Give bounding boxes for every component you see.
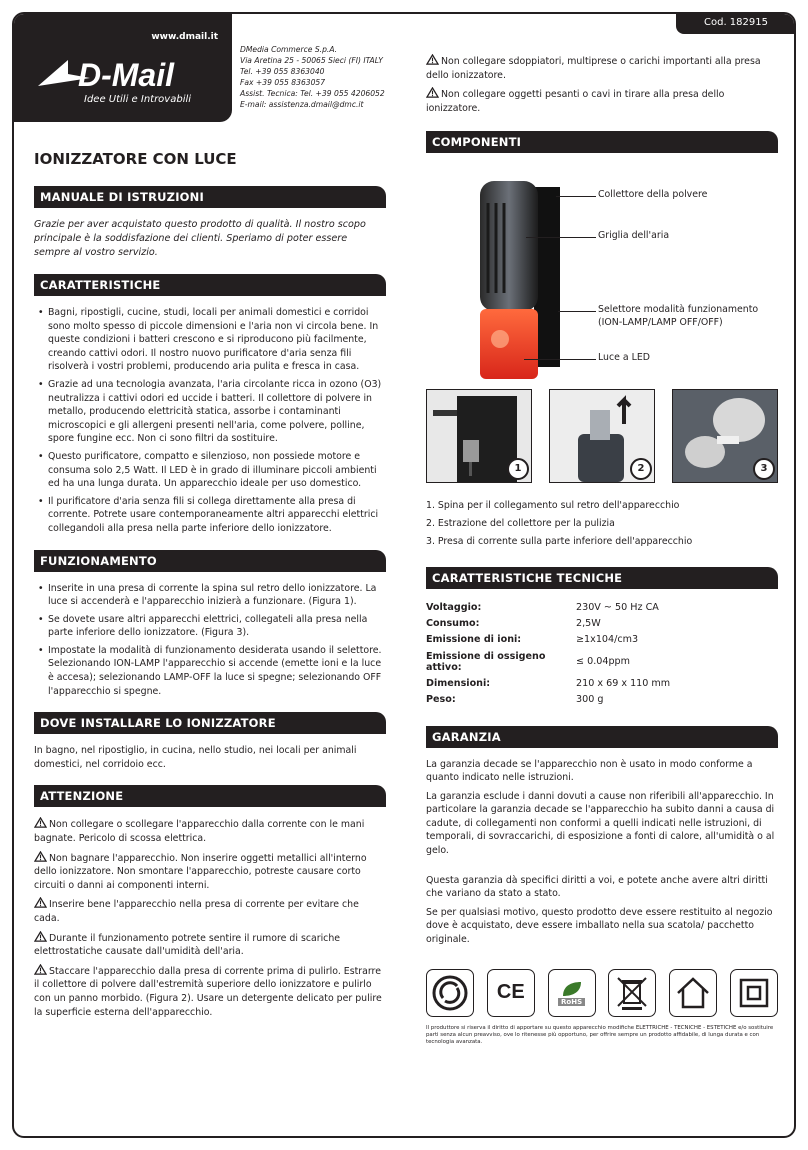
left-column	[34, 150, 386, 1024]
company-line: Tel. +39 055 8363040	[240, 67, 325, 76]
company-line: DMedia Commerce S.p.A.	[240, 45, 338, 54]
figure-number: 3	[753, 458, 775, 480]
list-item: • Grazie ad una tecnologia avanzata, l'aria circolante ricca in ozono (O3) neutralizza i cattivi odori ed uccide i batteri. Il collettore di polvere in metallo, producendo elettricità statica, assorbe i contaminanti microscopici e gli allergeni presenti nell'aria, come polvere, polline, spore fungine ecc. Non ci sono filtri da sostituire.	[48, 378, 386, 446]
caratteristiche-list	[34, 306, 386, 536]
section-heading-attenzione: ATTENZIONE	[34, 785, 386, 807]
spec-key: Emissione di ioni:	[426, 634, 522, 646]
right-column	[426, 54, 778, 1047]
garanzia-paragraph: La garanzia decade se l'apparecchio non è usato in modo conforme a quanto indicato nelle istruzioni.	[426, 758, 753, 784]
certification-icons	[426, 969, 778, 1017]
callout-griglia: Griglia dell'aria	[598, 230, 670, 242]
callout-luce: Luce a LED	[598, 352, 650, 364]
brand-tagline: Idee Utili e Introvabili	[84, 94, 192, 105]
page-frame	[12, 12, 796, 1138]
company-info	[240, 44, 385, 110]
fine-print: Il produttore si riserva il diritto di apportare su questo apparecchio modifiche ELETTRICHE - TECNICHE - ESTETICHE e/o sostituire parti senza alcun preavviso, ove lo ritenesse più opportuno, per offrire sempre un prodotto affidabile, di lunga durata e con tecnologia avanzata.	[426, 1024, 774, 1046]
ce-mark-icon	[487, 969, 535, 1017]
warning-item	[34, 964, 386, 1019]
warning-text: Non bagnare l'apparecchio. Non inserire oggetti metallici all'interno dello ionizzatore. Non smontare l'apparecchio, potreste causare corto circuiti o danni ai componenti interni.	[34, 852, 367, 891]
ce-text: CE	[496, 981, 525, 1004]
spec-value: 210 x 69 x 110 mm	[576, 677, 671, 689]
section-heading-specs: CARATTERISTICHE TECNICHE	[426, 567, 778, 589]
warning-item	[34, 817, 386, 845]
callout-line	[556, 196, 596, 197]
figure-number: 1	[507, 458, 529, 480]
table-row	[426, 675, 778, 691]
weee-bin-icon	[608, 969, 656, 1017]
callout-line	[526, 237, 596, 238]
figure-captions	[426, 497, 778, 551]
warning-text: Durante il funzionamento potrete sentire il rumore di scariche elettrostatiche causate dall'umidità dell'aria.	[34, 932, 341, 958]
warning-text: Non collegare sdoppiatori, multiprese o carichi importanti alla presa dello ionizzatore.	[426, 56, 761, 81]
spec-key: Consumo:	[426, 618, 480, 630]
table-row	[426, 648, 778, 675]
company-line: Via Aretina 25 - 50065 Sieci (FI) ITALY	[240, 56, 383, 65]
section-heading-funzionamento: FUNZIONAMENTO	[34, 550, 386, 572]
warning-icon	[34, 851, 47, 862]
callout-selettore: Selettore modalità funzionamento (ION-LAMP/LAMP OFF/OFF)	[598, 304, 759, 329]
intro-text: Grazie per aver acquistato questo prodotto di qualità. Il nostro scopo principale è la soddisfazione dei clienti. Speriamo di poter essere sempre al vostro servizio.	[34, 219, 366, 258]
figure-caption: 3. Presa di corrente sulla parte inferiore dell'apparecchio	[426, 536, 693, 548]
spec-key: Dimensioni:	[426, 677, 491, 689]
garanzia-paragraph: Se per qualsiasi motivo, questo prodotto deve essere restituito al negozio dove è acquistato, deve essere imballato nella sua scatola/ pacchetto originale.	[426, 906, 773, 946]
garanzia-paragraph: Questa garanzia dà specifici diritti a voi, e potete anche avere altri diritti che variano da stato a stato.	[426, 874, 768, 900]
warning-icon	[34, 897, 47, 908]
list-item: • Il purificatore d'aria senza fili si collega direttamente alla presa di corrente. Potrete usare contemporaneamente altri apparecchi elettrici collegandoli alla presa nella parte inferiore dello ionizzatore.	[48, 495, 386, 536]
brand-name: D-Mail	[78, 57, 174, 93]
ionizer-device-image	[478, 173, 564, 383]
list-item: • Bagni, ripostigli, cucine, studi, locali per animali domestici e corridoi sono molto spesso di piccole dimensioni e l'aria non vi circola bene. In queste condizioni i batteri crescono e si riproducono più facilmente, creando cattivi odori. Il nostro nuovo purificatore d'aria senza fili risolverà i vostri problemi, producendo aria pulita e fresca in casa.	[48, 306, 386, 374]
table-row	[426, 616, 778, 632]
list-item: • Inserite in una presa di corrente la spina sul retro dello ionizzatore. La luce si accenderà e l'apparecchio inizierà a funzionare. (Figura 1).	[48, 582, 386, 609]
installare-text: In bagno, nel ripostiglio, in cucina, nello studio, nei locali per animali domestici, nel corridoio ecc.	[34, 745, 357, 770]
warning-item	[426, 54, 778, 82]
warning-icon	[34, 964, 47, 975]
figure-2-photo	[549, 389, 655, 483]
callout-line	[558, 311, 596, 312]
spec-value: 230V ~ 50 Hz CA	[576, 601, 659, 613]
rohs-text: RoHS	[558, 998, 585, 1006]
figure-caption: 2. Estrazione del collettore per la pulizia	[426, 518, 615, 530]
company-line: Fax +39 055 8363057	[240, 78, 326, 87]
company-line: Assist. Tecnica: Tel. +39 055 4206052	[240, 89, 385, 98]
figure-caption: 1. Spina per il collegamento sul retro dell'apparecchio	[426, 500, 680, 512]
indoor-use-icon	[669, 969, 717, 1017]
page-title: IONIZZATORE CON LUCE	[34, 150, 237, 168]
warning-icon	[426, 87, 439, 98]
product-code: Cod. 182915	[676, 12, 796, 34]
recycle-icon	[426, 969, 474, 1017]
figure-photos	[426, 389, 778, 483]
section-heading-componenti: COMPONENTI	[426, 131, 778, 153]
spec-key: Voltaggio:	[426, 601, 482, 613]
dmail-logo	[34, 48, 212, 98]
website-url[interactable]: www.dmail.it	[151, 32, 218, 42]
warning-icon	[34, 817, 47, 828]
list-item: • Impostate la modalità di funzionamento desiderata usando il selettore. Selezionando ION-LAMP l'apparecchio si accende (emette ioni e la luce è accesa); selezionando LAMP-OFF la luce si spegne; selezionando OFF l'apparecchio si spegne.	[48, 644, 386, 698]
callout-line	[524, 359, 596, 360]
spec-value: ≥1x104/cm3	[576, 634, 639, 646]
funzionamento-list	[34, 582, 386, 699]
warning-text: Non collegare oggetti pesanti o cavi in tirare alla presa dello ionizzatore.	[426, 89, 725, 114]
spec-value: 300 g	[576, 693, 604, 705]
warning-text: Staccare l'apparecchio dalla presa di corrente prima di pulirlo. Estrarre il collettore di polvere dall'estremità superiore dello ionizzatore e pulirlo con un panno morbido. (Figura 2). Usare un detergente delicato per pulire la superficie esterna dell'apparecchio.	[34, 965, 382, 1018]
components-diagram	[426, 163, 778, 383]
table-row	[426, 691, 778, 707]
warning-item	[426, 87, 778, 115]
figure-3-photo	[672, 389, 778, 483]
table-row	[426, 599, 778, 615]
section-heading-manuale: MANUALE DI ISTRUZIONI	[34, 186, 386, 208]
callout-collettore: Collettore della polvere	[598, 189, 708, 201]
spec-key: Emissione di ossigeno attivo:	[426, 650, 546, 673]
table-row	[426, 632, 778, 648]
section-heading-installare: DOVE INSTALLARE LO IONIZZATORE	[34, 712, 386, 734]
garanzia-paragraph: La garanzia esclude i danni dovuti a cause non riferibili all'apparecchio. In particolare la garanzia decade se l'apparecchio ha subito danni a causa di cadute, di collegamenti non conformi a quelli indicati nelle istruzioni, di temporali, di sovraccarichi, di esposizione a fonti di calore, all'umidità o al gelo.	[426, 790, 775, 857]
figure-1-photo	[426, 389, 532, 483]
warning-icon	[426, 54, 439, 65]
warning-icon	[34, 931, 47, 942]
brand-logo-block	[14, 14, 232, 122]
section-heading-garanzia: GARANZIA	[426, 726, 778, 748]
warning-item	[34, 851, 386, 893]
warning-item	[34, 931, 386, 959]
list-item: • Se dovete usare altri apparecchi elettrici, collegateli alla presa nella parte inferiore dello ionizzatore. (Figura 3).	[48, 613, 386, 640]
list-item: • Questo purificatore, compatto e silenzioso, non possiede motore e consuma solo 2,5 Watt. Il LED è in grado di illuminare piccoli ambienti ed ha una lunga durata. Un apparecchio ideale per uso domestico.	[48, 450, 386, 491]
company-line: E-mail: assistenza.dmail@dmc.it	[240, 100, 364, 109]
warning-text: Non collegare o scollegare l'apparecchio dalla corrente con le mani bagnate. Pericolo di scossa elettrica.	[34, 819, 365, 845]
spec-value: 2,5W	[576, 618, 601, 630]
warning-text: Inserire bene l'apparecchio nella presa di corrente per evitare che cada.	[34, 899, 359, 924]
section-heading-caratteristiche: CARATTERISTICHE	[34, 274, 386, 296]
figure-number: 2	[630, 458, 652, 480]
rohs-icon	[548, 969, 596, 1017]
spec-key: Peso:	[426, 693, 456, 705]
specs-table	[426, 599, 778, 707]
double-insulation-icon	[730, 969, 778, 1017]
spec-value: ≤ 0.04ppm	[576, 656, 630, 668]
warning-item	[34, 897, 386, 925]
